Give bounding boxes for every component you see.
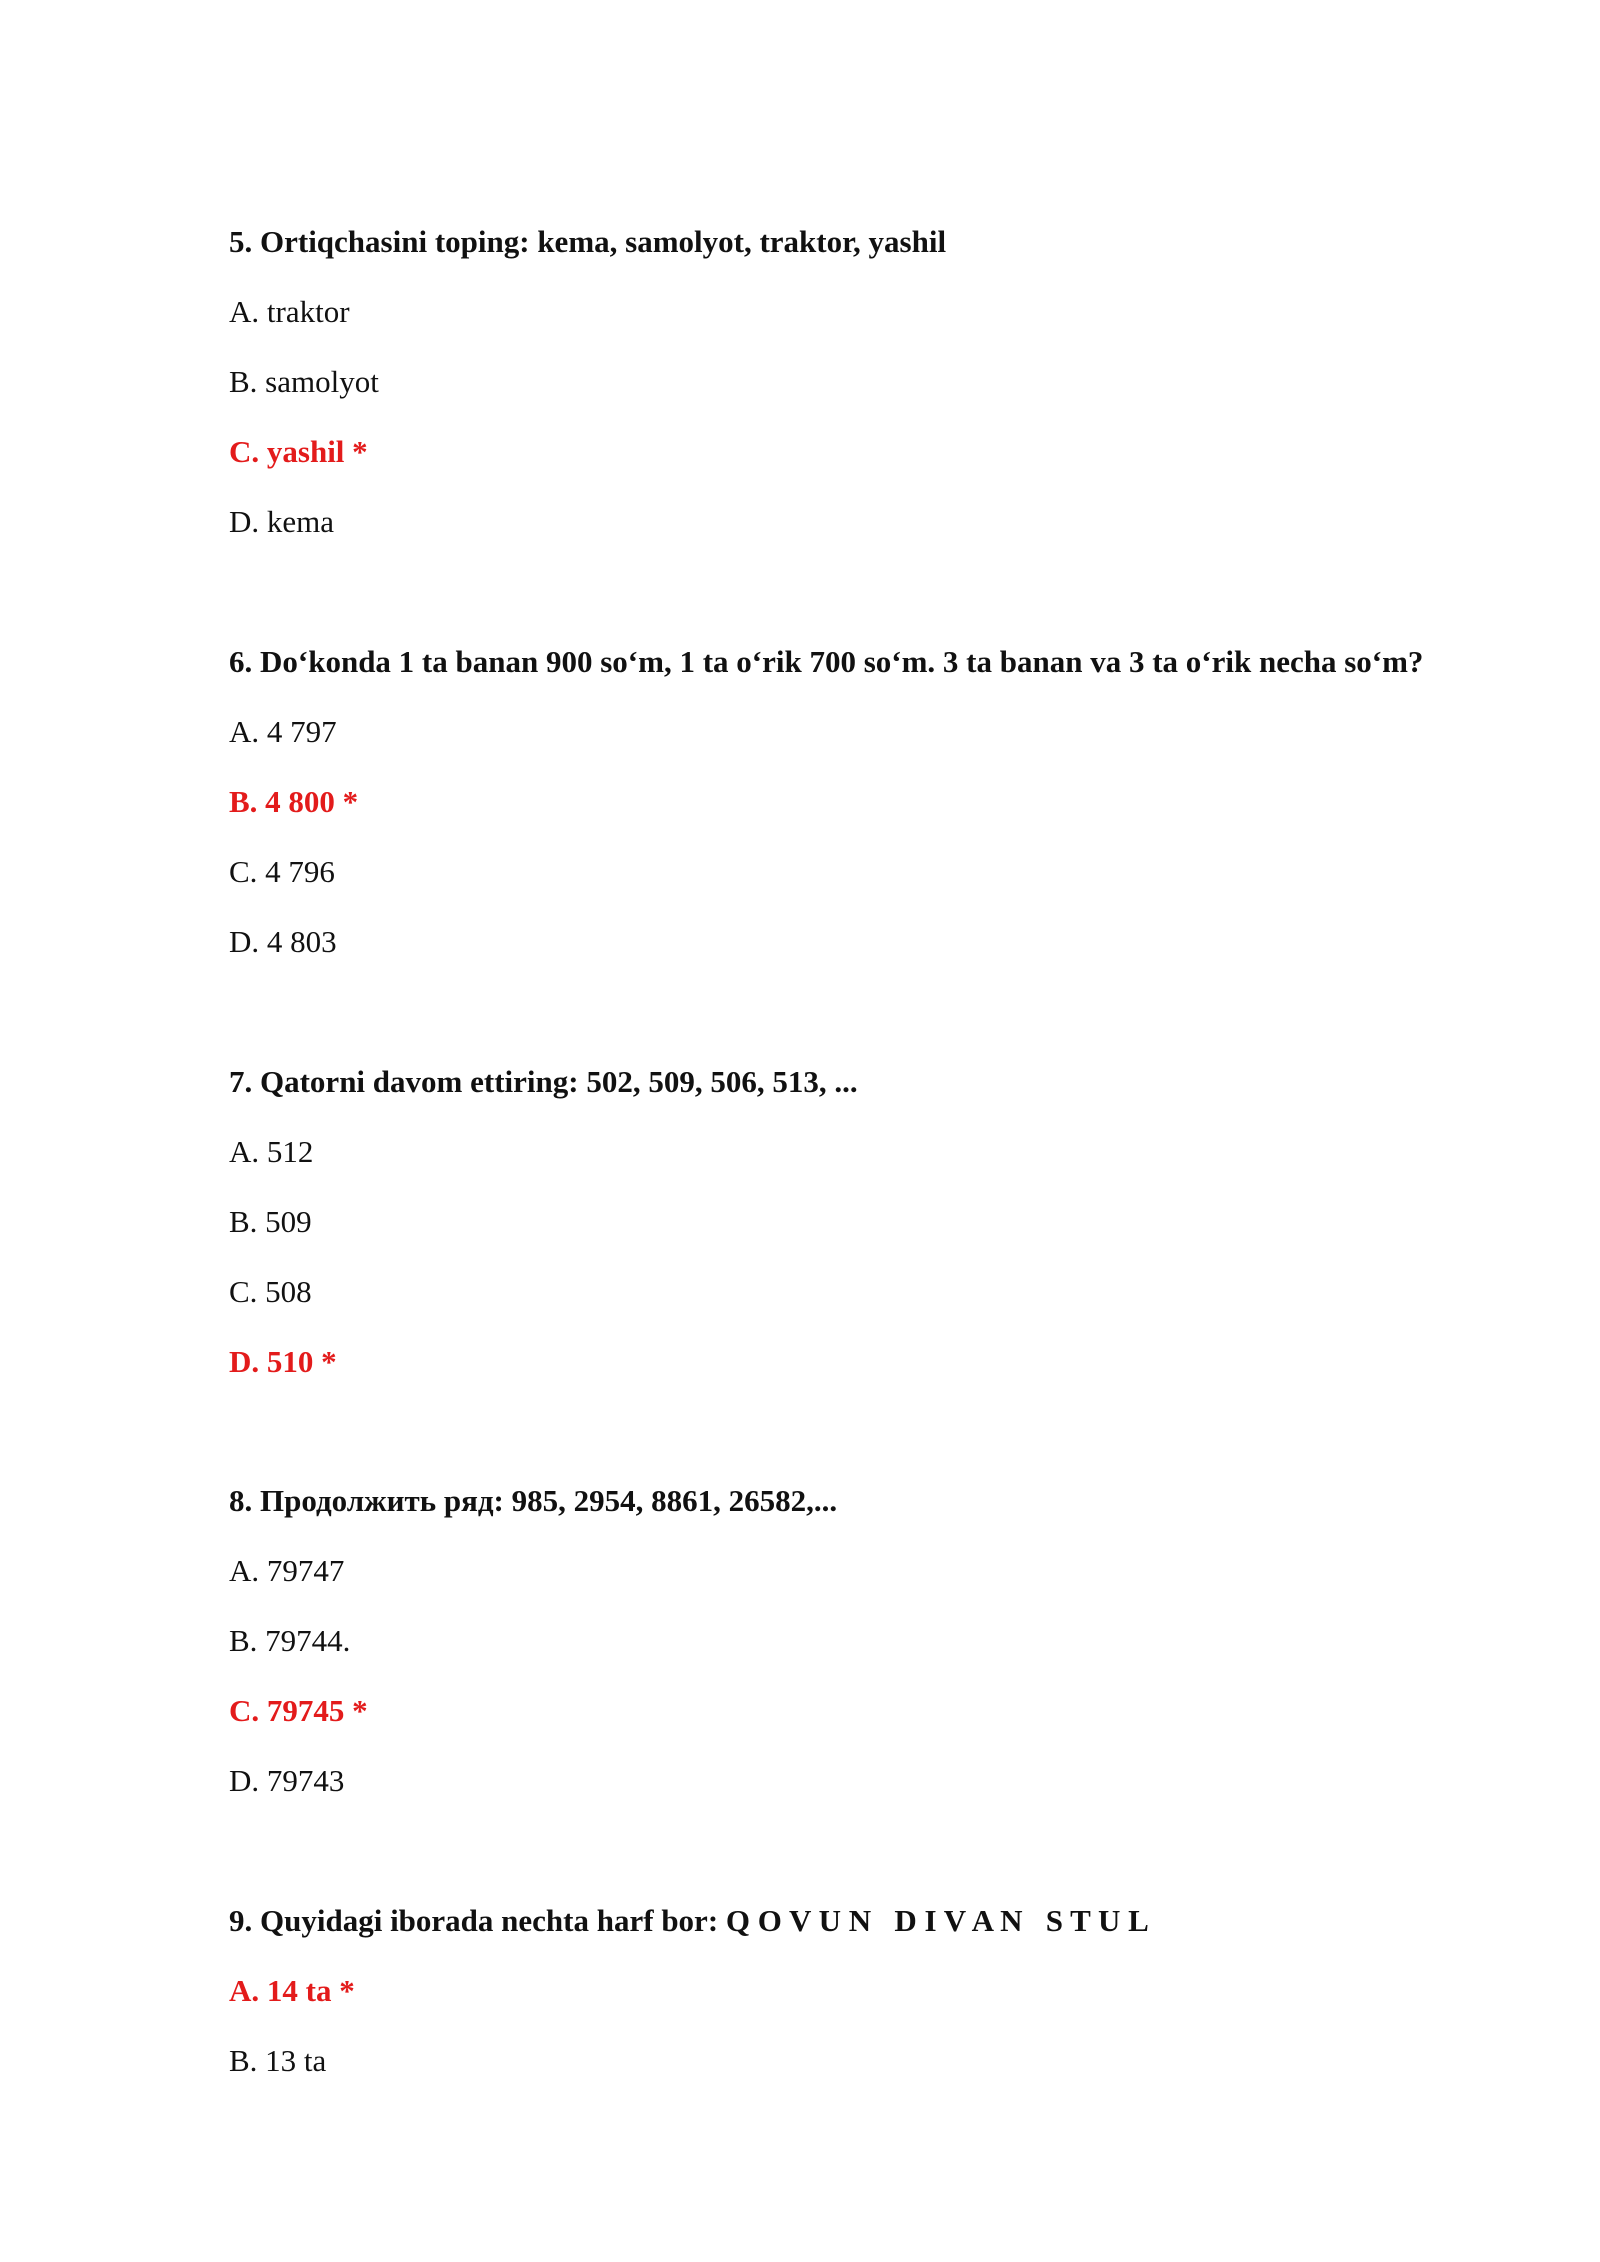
question-text: 9. Quyidagi iborada nechta harf bor: Q O V U N D I V A N S T U L [229,1903,1149,1938]
answer-option-b: B. samolyot [229,364,379,399]
answer-option-a: A. 79747 [229,1553,345,1588]
question-5 [229,222,1529,572]
question-text: 5. Ortiqchasini toping: kema, samolyot, traktor, yashil [229,224,947,259]
answer-option-a: A. traktor [229,294,350,329]
answer-option-a-correct: A. 14 ta * [229,1973,355,2008]
answer-option-b-correct: B. 4 800 * [229,784,359,819]
answer-option-d: D. kema [229,504,335,539]
answer-option-d: D. 79743 [229,1763,345,1798]
question-text: 6. Do‘konda 1 ta banan 900 so‘m, 1 ta o‘rik 700 so‘m. 3 ta banan va 3 ta o‘rik necha so‘m? [229,644,1424,679]
question-7 [229,1062,1529,1412]
question-text: 7. Qatorni davom ettiring: 502, 509, 506, 513, ... [229,1064,858,1099]
answer-option-d: D. 4 803 [229,924,337,959]
answer-option-b: B. 13 ta [229,2043,327,2078]
question-text: 8. Продолжить ряд: 985, 2954, 8861, 26582,... [229,1483,838,1518]
question-9 [229,1901,1529,2111]
question-8 [229,1481,1529,1831]
answer-option-b: B. 509 [229,1204,312,1239]
answer-option-c: C. 4 796 [229,854,335,889]
answer-option-c-correct: C. yashil * [229,434,368,469]
answer-option-b: B. 79744. [229,1623,351,1658]
answer-option-d-correct: D. 510 * [229,1344,337,1379]
answer-option-a: A. 4 797 [229,714,337,749]
question-6 [229,642,1529,992]
answer-option-c-correct: C. 79745 * [229,1693,368,1728]
answer-option-c: C. 508 [229,1274,312,1309]
answer-option-a: A. 512 [229,1134,314,1169]
